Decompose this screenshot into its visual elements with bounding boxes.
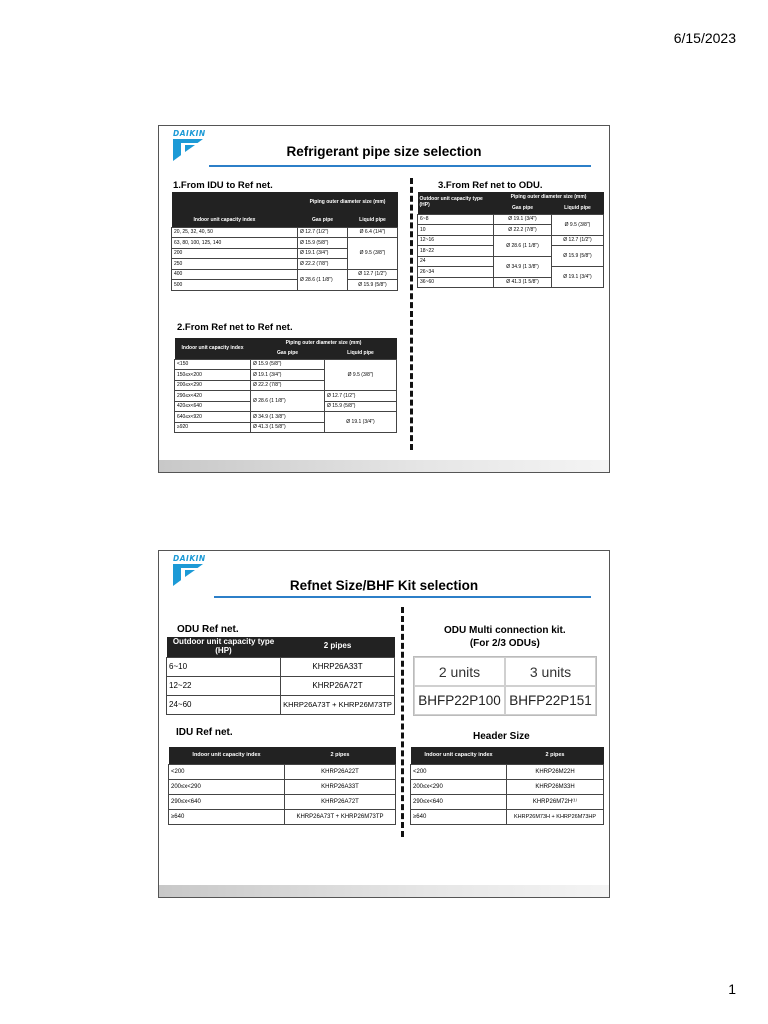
col-header-gas: Gas pipe — [251, 349, 325, 359]
header-two-units: 2 units — [414, 657, 505, 686]
kit-three-units: BHFP22P151 — [505, 686, 596, 715]
cell-liquid: Ø 12.7 (1/2") — [325, 391, 397, 402]
cell-liquid: Ø 15.9 (5/8") — [552, 246, 604, 267]
page-date: 6/15/2023 — [673, 30, 736, 46]
cell-liquid: Ø 9.5 (3/8") — [552, 214, 604, 235]
cell-gas: Ø 22.2 (7/8") — [251, 380, 325, 391]
cell-index: 290≤x<420 — [175, 391, 251, 402]
cell-index: 400 — [172, 269, 298, 280]
table-idu-refnet — [168, 747, 396, 825]
table-row — [172, 238, 398, 249]
cell-liquid: Ø 12.7 (1/2") — [348, 269, 398, 280]
cell-kit: KHRP26A72T — [285, 794, 396, 809]
kit-two-units: BHFP22P100 — [414, 686, 505, 715]
table-row — [172, 227, 398, 238]
cell-index: 290≤x<640 — [169, 794, 285, 809]
cell-type: 36~60 — [418, 277, 494, 288]
cell-kit: KHRP26M72H⁽¹⁾ — [507, 794, 604, 809]
col-header-type: Outdoor unit capacity type (HP) — [418, 192, 494, 214]
col-header-index: Indoor unit capacity index — [172, 192, 298, 227]
cell-index: <150 — [175, 359, 251, 370]
cell-kit: KHRP26A73T + KHRP26M73TP — [281, 695, 395, 714]
cell-gas: Ø 34.9 (1 3/8") — [251, 412, 325, 423]
table-refnet-to-odu — [417, 192, 604, 288]
col-header-index: Indoor unit capacity index — [175, 338, 251, 359]
table-header-size — [410, 747, 604, 825]
table-refnet-to-refnet — [174, 338, 397, 433]
cell-kit: KHRP26A72T — [281, 676, 395, 695]
col-header-liquid: Liquid pipe — [325, 349, 397, 359]
cell-gas: Ø 34.9 (1 3/8") — [494, 256, 552, 277]
cell-kit: KHRP26A33T — [281, 657, 395, 676]
col-header-index: Indoor unit capacity index — [411, 747, 507, 764]
cell-liquid: Ø 15.9 (5/8") — [348, 280, 398, 291]
table-row — [175, 412, 397, 423]
cell-index: ≥640 — [169, 809, 285, 824]
section-divider — [401, 607, 404, 837]
section-label-refnet-to-refnet: 2.From Ref net to Ref net. — [177, 322, 293, 333]
cell-gas: Ø 15.9 (5/8") — [251, 359, 325, 370]
table-row — [175, 359, 397, 370]
cell-gas: Ø 22.2 (7/8") — [298, 259, 348, 270]
table-row — [172, 280, 398, 291]
slide-refnet-bhf-kit — [158, 550, 610, 898]
cell-index: ≥640 — [411, 809, 507, 824]
cell-index: 200 — [172, 248, 298, 259]
col-header-gas: Gas pipe — [494, 203, 552, 214]
cell-index: <200 — [169, 764, 285, 779]
cell-type: 6~10 — [167, 657, 281, 676]
cell-type: 6~8 — [418, 214, 494, 225]
cell-gas: Ø 19.1 (3/4") — [494, 214, 552, 225]
cell-index: 640≤x<920 — [175, 412, 251, 423]
cell-index: 500 — [172, 280, 298, 291]
cell-index: 420≤x<640 — [175, 401, 251, 412]
table-row — [169, 794, 396, 809]
slide-title: Refrigerant pipe size selection — [286, 144, 482, 159]
col-header-type: Outdoor unit capacity type (HP) — [167, 637, 281, 657]
section-label-refnet-to-odu: 3.From Ref net to ODU. — [438, 180, 543, 191]
cell-kit: KHRP26A22T — [285, 764, 396, 779]
col-header-liquid: Liquid pipe — [348, 214, 398, 227]
cell-gas: Ø 41.3 (1 5/8") — [251, 422, 325, 433]
section-label-header-size: Header Size — [473, 731, 530, 742]
col-header-gas: Gas pipe — [298, 214, 348, 227]
cell-type: 26~34 — [418, 267, 494, 278]
slide-footer-bar — [159, 885, 609, 897]
multi-kit-table — [413, 656, 597, 716]
table-idu-to-refnet — [171, 192, 398, 291]
cell-kit: KHRP26M22H — [507, 764, 604, 779]
header-three-units: 3 units — [505, 657, 596, 686]
cell-kit: KHRP26A73T + KHRP26M73TP — [285, 809, 396, 824]
cell-liquid: Ø 9.5 (3/8") — [325, 359, 397, 391]
table-odu-refnet — [166, 637, 395, 715]
cell-type: 18~22 — [418, 246, 494, 257]
page-number: 1 — [728, 981, 736, 997]
cell-gas: Ø 19.1 (3/4") — [298, 248, 348, 259]
cell-gas: Ø 41.3 (1 5/8") — [494, 277, 552, 288]
table-row — [411, 809, 604, 824]
cell-gas: Ø 19.1 (3/4") — [251, 370, 325, 381]
cell-type: 12~16 — [418, 235, 494, 246]
multi-kit-title: ODU Multi connection kit. — [444, 625, 566, 636]
table-row — [169, 764, 396, 779]
table-row — [411, 764, 604, 779]
col-header-pipes: 2 pipes — [507, 747, 604, 764]
cell-kit: KHRP26A33T — [285, 779, 396, 794]
col-header-piping: Piping outer diameter size (mm) — [298, 192, 398, 214]
table-row — [167, 657, 395, 676]
cell-type: 24 — [418, 256, 494, 267]
slide-title: Refnet Size/BHF Kit selection — [289, 578, 479, 593]
cell-index: 150≤x<200 — [175, 370, 251, 381]
table-row — [418, 235, 604, 246]
table-row — [175, 391, 397, 402]
cell-gas: Ø 12.7 (1/2") — [298, 227, 348, 238]
cell-gas: Ø 22.2 (7/8") — [494, 225, 552, 236]
section-divider — [410, 178, 413, 450]
slide-footer-bar — [159, 460, 609, 472]
cell-liquid: Ø 9.5 (3/8") — [348, 238, 398, 270]
cell-index: 200≤x<290 — [169, 779, 285, 794]
multi-kit-subtitle: (For 2/3 ODUs) — [469, 638, 540, 649]
section-label-odu-refnet: ODU Ref net. — [177, 624, 239, 635]
cell-index: 290≤x<640 — [411, 794, 507, 809]
cell-index: 200≤x<290 — [411, 779, 507, 794]
col-header-piping: Piping outer diameter size (mm) — [494, 192, 604, 203]
cell-liquid: Ø 15.9 (5/8") — [325, 401, 397, 412]
section-label-multi-kit — [444, 624, 566, 650]
title-rule — [209, 165, 591, 167]
cell-index: 63, 80, 100, 125, 140 — [172, 238, 298, 249]
cell-type: 12~22 — [167, 676, 281, 695]
section-label-idu-to-refnet: 1.From IDU to Ref net. — [173, 180, 273, 191]
table-row — [167, 695, 395, 714]
col-header-index: Indoor unit capacity index — [169, 747, 285, 764]
col-header-liquid: Liquid pipe — [552, 203, 604, 214]
col-header-pipes: 2 pipes — [285, 747, 396, 764]
cell-gas: Ø 28.6 (1 1/8") — [298, 269, 348, 290]
brand-name: DAIKIN — [173, 554, 206, 563]
cell-gas: Ø 28.6 (1 1/8") — [251, 391, 325, 412]
table-row — [169, 779, 396, 794]
cell-gas: Ø 15.9 (5/8") — [298, 238, 348, 249]
cell-index: 250 — [172, 259, 298, 270]
cell-type: 24~60 — [167, 695, 281, 714]
section-label-idu-refnet: IDU Ref net. — [176, 727, 233, 738]
table-row — [411, 794, 604, 809]
slide-refrigerant-pipe-size — [158, 125, 610, 473]
table-row — [172, 269, 398, 280]
cell-kit: KHRP26M33H — [507, 779, 604, 794]
cell-liquid: Ø 12.7 (1/2") — [552, 235, 604, 246]
table-row — [167, 676, 395, 695]
cell-type: 10 — [418, 225, 494, 236]
brand-name: DAIKIN — [173, 129, 206, 138]
col-header-pipes: 2 pipes — [281, 637, 395, 657]
title-rule — [214, 596, 591, 598]
cell-liquid: Ø 19.1 (3/4") — [552, 267, 604, 288]
cell-index: 200≤x<290 — [175, 380, 251, 391]
cell-index: <200 — [411, 764, 507, 779]
cell-liquid: Ø 6.4 (1/4") — [348, 227, 398, 238]
cell-gas: Ø 28.6 (1 1/8") — [494, 235, 552, 256]
cell-kit: KHRP26M73H + KHRP26M73HP — [507, 809, 604, 824]
table-row — [169, 809, 396, 824]
cell-liquid: Ø 19.1 (3/4") — [325, 412, 397, 433]
cell-index: 20, 25, 32, 40, 50 — [172, 227, 298, 238]
cell-index: ≥920 — [175, 422, 251, 433]
table-row — [418, 214, 604, 225]
table-row — [411, 779, 604, 794]
col-header-piping: Piping outer diameter size (mm) — [251, 338, 397, 349]
